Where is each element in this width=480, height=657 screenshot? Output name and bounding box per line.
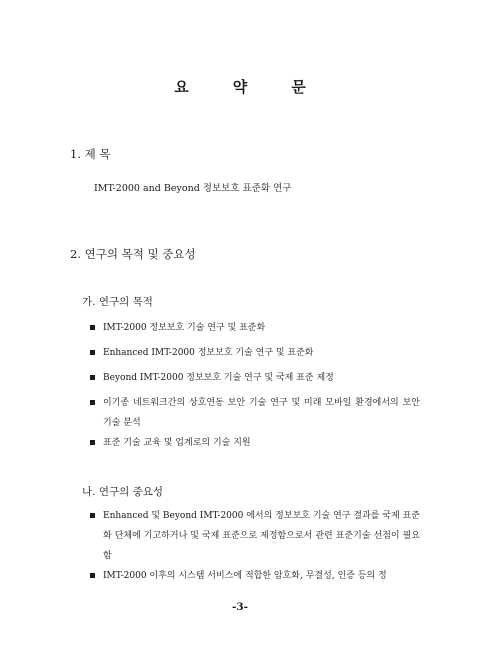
list-item-text: 이기종 네트워크간의 상호연동 보안 기술 연구 및 미래 모바일 환경에서의 보안 기술 분석	[103, 398, 420, 428]
title-char-1: 요	[174, 78, 189, 96]
list-item	[90, 566, 420, 586]
page-number: -3-	[231, 601, 249, 613]
page-title	[0, 76, 480, 97]
bullet-icon	[90, 513, 95, 518]
subsection-b-heading: 나. 연구의 중요성	[82, 486, 164, 498]
list-item	[90, 506, 420, 566]
bullet-icon	[90, 375, 95, 380]
subsection-a-heading: 가. 연구의 목적	[82, 296, 153, 308]
title-char-2: 약	[232, 78, 248, 96]
section1-content: IMT-2000 and Beyond 정보보호 표준화 연구	[94, 183, 292, 194]
list-item	[90, 368, 420, 388]
list-item-text: Enhanced IMT-2000 정보보호 기술 연구 및 표준화	[103, 348, 314, 358]
list-item	[90, 433, 420, 453]
bullet-icon	[90, 440, 95, 445]
list-item-text: IMT-2000 이후의 시스템 서비스에 적합한 암호화, 무결성, 인증 등의 정	[103, 571, 387, 581]
list-item-text: Beyond IMT-2000 정보보호 기술 연구 및 국제 표준 제정	[103, 373, 334, 383]
list-item	[90, 343, 420, 363]
list-item-text: Enhanced 및 Beyond IMT-2000 에서의 정보보호 기술 연구 결과를 국제 표준화 단체에 기고하거나 및 국제 표준으로 제정함으로서 관련 표준기술 선점이 필요함	[103, 511, 420, 561]
bullet-icon	[90, 325, 95, 330]
list-item-text: 표준 기술 교육 및 업계로의 기술 지원	[103, 438, 251, 448]
section2-heading: 2. 연구의 목적 및 중요성	[70, 247, 196, 261]
bullet-icon	[90, 350, 95, 355]
title-char-3: 문	[291, 78, 306, 96]
list-item	[90, 318, 420, 338]
list-item	[90, 393, 420, 433]
list-item-text: IMT-2000 정보보호 기술 연구 및 표준화	[103, 323, 266, 333]
bullet-icon	[90, 400, 95, 405]
section1-heading: 1. 제 목	[70, 147, 111, 161]
bullet-icon	[90, 573, 95, 578]
